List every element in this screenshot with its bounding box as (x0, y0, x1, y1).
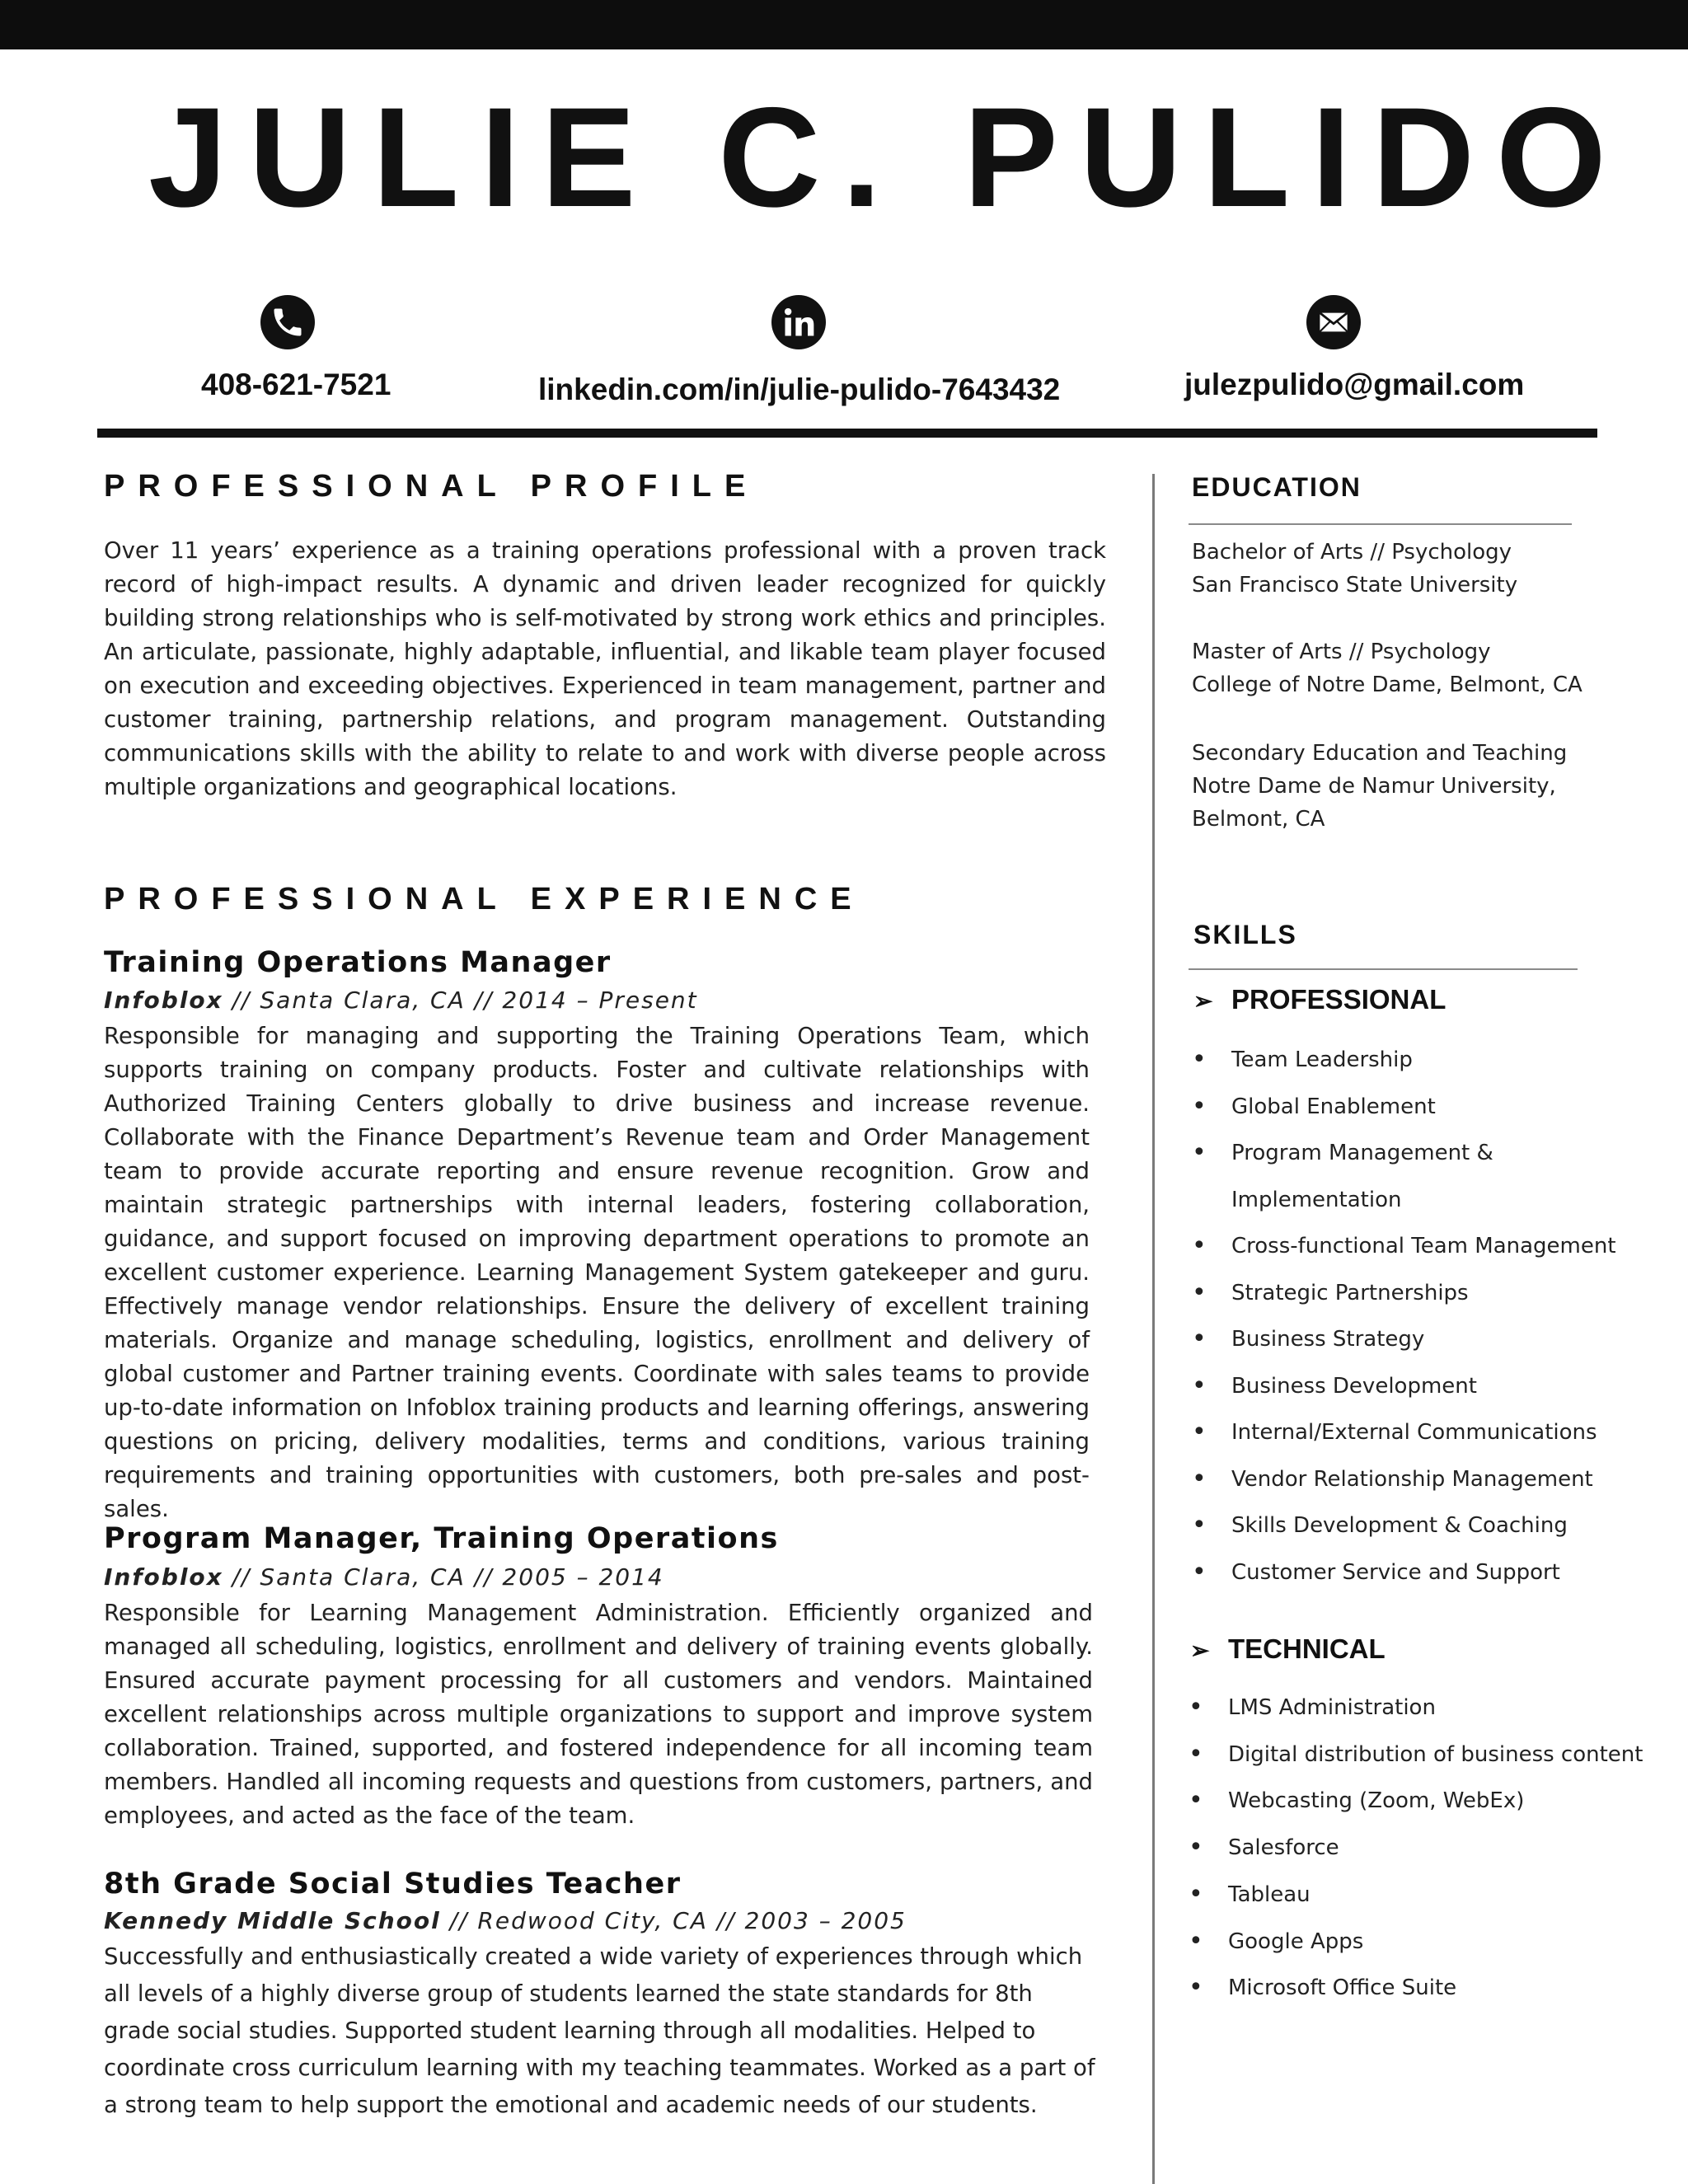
job-details: // Santa Clara, CA // 2014 – Present (223, 987, 698, 1014)
list-item: • Digital distribution of business content (1189, 1732, 1643, 1779)
education-divider (1189, 523, 1572, 525)
job-details: // Santa Clara, CA // 2005 – 2014 (223, 1563, 664, 1591)
email-link[interactable]: julezpulido@gmail.com (1184, 368, 1525, 401)
professional-skills-heading (1193, 984, 1446, 1015)
phone-icon (260, 295, 315, 349)
list-item: • Global Enablement (1192, 1084, 1616, 1131)
technical-skills-heading (1190, 1633, 1386, 1665)
list-item: • Webcasting (Zoom, WebEx) (1189, 1778, 1643, 1825)
list-item: • Internal/External Communications (1192, 1409, 1616, 1456)
list-item: • Business Development (1192, 1363, 1616, 1410)
technical-label: TECHNICAL (1228, 1633, 1386, 1664)
school-location: Belmont, CA (1192, 807, 1325, 832)
list-item: • Microsoft Office Suite (1189, 1965, 1643, 2012)
school: Notre Dame de Namur University, (1192, 774, 1556, 799)
page-title: JULIE C. PULIDO (148, 78, 1628, 237)
skill-text: • Program Management & (1231, 1141, 1493, 1165)
phone-number[interactable]: 408-621-7521 (201, 368, 392, 401)
profile-heading: PROFESSIONAL PROFILE (104, 469, 759, 504)
professional-label: PROFESSIONAL (1231, 984, 1447, 1015)
list-item: • Skills Development & Coaching (1192, 1502, 1616, 1549)
degree: Secondary Education and Teaching (1192, 741, 1568, 766)
job-details: // Redwood City, CA // 2003 – 2005 (440, 1907, 907, 1934)
education-entry (1192, 737, 1567, 836)
list-item: • Google Apps (1189, 1919, 1643, 1966)
linkedin-icon[interactable] (771, 295, 826, 349)
arrow-icon: ➢ (1193, 988, 1213, 1014)
job-subtitle (104, 1907, 907, 1934)
list-item: • Team Leadership (1192, 1037, 1616, 1084)
education-entry (1192, 536, 1517, 602)
list-item: • LMS Administration (1189, 1685, 1643, 1732)
arrow-icon: ➢ (1190, 1638, 1210, 1663)
email-icon (1306, 295, 1361, 349)
experience-heading: PROFESSIONAL EXPERIENCE (104, 882, 865, 916)
list-item: • Salesforce (1189, 1825, 1643, 1872)
job-description: Responsible for managing and supporting the Training Operations Team, which supports training on company products. Foster and cultivate relationships with Authorized Training Centers globally to drive business and increase revenue. Collaborate with the Finance Department’s Revenue team and Order Management team to provide accurate reporting and ensure revenue recognition. Grow and maintain strategic partnerships with internal leaders, fostering collaboration, guidance, and support focused on improving department operations to promote an excellent customer experience. Learning Management System gatekeeper and guru. Effectively manage vendor relationships. Ensure the delivery of excellent training materials. Organize and manage scheduling, logistics, enrollment and delivery of global customer and Partner training events. Coordinate with sales teams to provide up-to-date information on Infoblox training products and learning offerings, answering questions on pricing, delivery modalities, terms and conditions, various training requirements and training opportunities with customers, both pre-sales and post-sales. (104, 1023, 1090, 1522)
job-description: Responsible for Learning Management Administration. Efficiently organized and managed all scheduling, logistics, enrollment and delivery of training events globally. Ensured accurate payment processing for all customers and vendors. Maintained excellent relationships across multiple organizations to support and improve system collaboration. Trained, supported, and fostered independence for all incoming team members. Handled all incoming requests and questions from customers, partners, and employees, and acted as the face of the team. (104, 1600, 1093, 1829)
list-item (1192, 1130, 1616, 1223)
education-entry (1192, 635, 1582, 701)
list-item: • Vendor Relationship Management (1192, 1456, 1616, 1503)
job-title: Training Operations Manager (104, 946, 612, 979)
job-subtitle (104, 987, 698, 1014)
job-title: Program Manager, Training Operations (104, 1522, 779, 1555)
top-bar (0, 0, 1688, 49)
school: College of Notre Dame, Belmont, CA (1192, 673, 1582, 697)
technical-skills-list (1189, 1685, 1643, 2012)
education-heading: EDUCATION (1192, 472, 1362, 502)
job-title: 8th Grade Social Studies Teacher (104, 1868, 682, 1900)
skills-heading: SKILLS (1193, 920, 1297, 949)
school: San Francisco State University (1192, 573, 1518, 598)
list-item: • Tableau (1189, 1872, 1643, 1919)
job-company: Infoblox (104, 1563, 223, 1591)
column-divider (1152, 474, 1155, 2184)
job-company: Kennedy Middle School (104, 1907, 441, 1934)
skill-text: Implementation (1231, 1187, 1402, 1212)
job-subtitle (104, 1563, 664, 1591)
list-item: • Customer Service and Support (1192, 1549, 1616, 1596)
job-company: Infoblox (104, 987, 223, 1014)
list-item: • Business Strategy (1192, 1316, 1616, 1363)
header-divider (97, 429, 1597, 438)
list-item: • Strategic Partnerships (1192, 1270, 1616, 1317)
skills-divider (1189, 968, 1578, 970)
degree: Master of Arts // Psychology (1192, 640, 1491, 664)
list-item: • Cross-functional Team Management (1192, 1223, 1616, 1270)
job-description: Successfully and enthusiastically created a wide variety of experiences through which all levels of a highly diverse group of students learned the state standards for 8th grade social studies. Supported student learning through all modalities. Helped to coordinate cross curriculum learning with my teaching teammates. Worked as a part of a strong team to help support the emotional and academic needs of our students. (104, 1943, 1095, 2118)
linkedin-link[interactable]: linkedin.com/in/julie-pulido-7643432 (538, 373, 1061, 406)
professional-skills-list (1192, 1037, 1616, 1596)
degree: Bachelor of Arts // Psychology (1192, 540, 1512, 565)
profile-text: Over 11 years’ experience as a training operations professional with a proven track record of high-impact results. A dynamic and driven leader recognized for quickly building strong relationships who is self-motivated by strong work ethics and principles. An articulate, passionate, highly adaptable, influential, and likable team player focused on execution and exceeding objectives. Experienced in team management, partner and customer training, partnership relations, and program management. Outstanding communications skills with the ability to relate to and work with diverse people across multiple organizations and geographical locations. (104, 537, 1106, 800)
